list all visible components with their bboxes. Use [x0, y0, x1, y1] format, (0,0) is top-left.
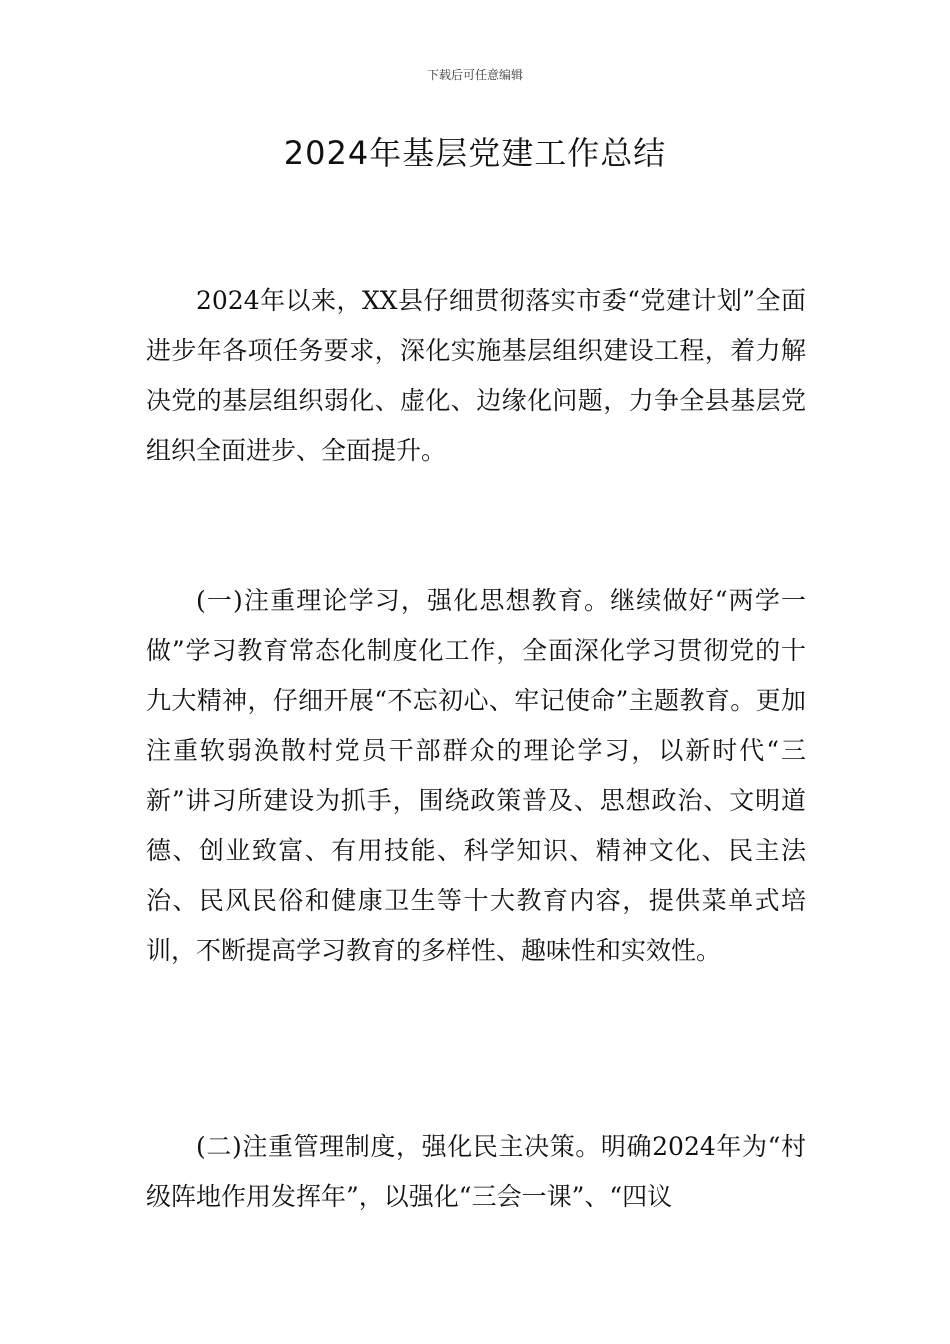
paragraph-intro: 2024年以来，XX县仔细贯彻落实市委“党建计划”全面进步年各项任务要求，深化实施基层组织建设工程，着力解决党的基层组织弱化、虚化、边缘化问题，力争全县基层党组织全面进步、全面提升。 — [146, 286, 806, 465]
paragraph-section-1: (一)注重理论学习，强化思想教育。继续做好“两学一做”学习教育常态化制度化工作，全面深化学习贯彻党的十九大精神，仔细开展“不忘初心、牢记使命”主题教育。更加注重软弱涣散村党员干部群众的理论学习，以新时代“三新”讲习所建设为抓手，围绕政策普及、思想政治、文明道德、创业致富、有用技能、科学知识、精神文化、民主法治、民风民俗和健康卫生等十大教育内容，提供菜单式培训，不断提高学习教育的多样性、趣味性和实效性。 — [146, 586, 806, 965]
paragraph-section-2: (二)注重管理制度，强化民主决策。明确2024年为“村级阵地作用发挥年”，以强化“三会一课”、“四议 — [146, 1132, 806, 1211]
document-title: 2024年基层党建工作总结 — [283, 134, 667, 172]
header-note: 下载后可任意编辑 — [426, 68, 523, 82]
